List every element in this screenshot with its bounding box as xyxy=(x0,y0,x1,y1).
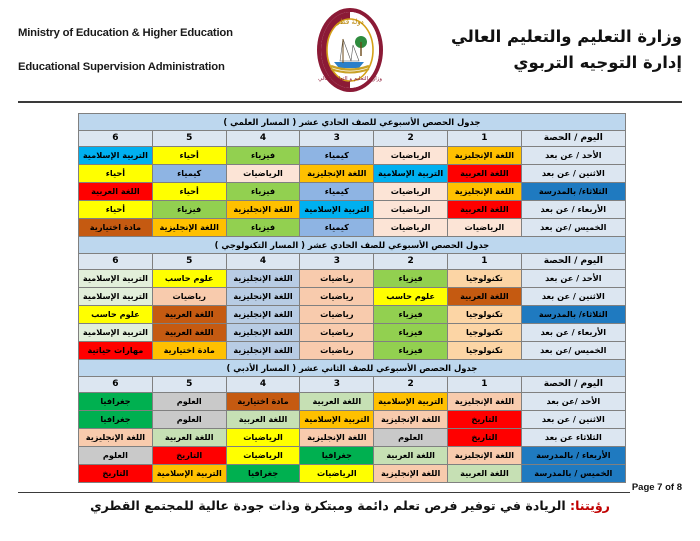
table-row xyxy=(79,219,626,237)
day-cell: الثلاثاء عن بعد xyxy=(521,429,625,447)
subject-cell: رياضيات xyxy=(300,324,374,342)
subject-cell: اللغة العربية xyxy=(448,465,522,483)
table-row xyxy=(79,393,626,411)
table-row xyxy=(79,342,626,360)
day-cell: الاثنين / عن بعد xyxy=(521,288,625,306)
day-cell: الثلاثاء/ بالمدرسة xyxy=(521,306,625,324)
subject-cell: اللغة الإنجليزية xyxy=(300,165,374,183)
subject-cell: اللغة الإنجليزية xyxy=(448,147,522,165)
day-cell: الثلاثاء/ بالمدرسة xyxy=(521,183,625,201)
subject-cell: رياضيات xyxy=(300,306,374,324)
subject-cell: رياضيات xyxy=(152,288,226,306)
subject-cell: التربية الإسلامية xyxy=(152,465,226,483)
column-header-period-3: 3 xyxy=(300,377,374,393)
column-header-period-4: 4 xyxy=(226,377,300,393)
table-row xyxy=(79,201,626,219)
timetable-title-row xyxy=(79,114,626,131)
subject-cell: تكنولوجيا xyxy=(448,270,522,288)
subject-cell: اللغة الإنجليزية xyxy=(448,183,522,201)
column-header-period-3: 3 xyxy=(300,131,374,147)
subject-cell: العلوم xyxy=(374,429,448,447)
header-arabic-line2: إدارة التوجيه التربوي xyxy=(513,53,682,72)
table-row xyxy=(79,429,626,447)
timetable-title: جدول الحصص الأسبوعي للصف الحادي عشر ( المسار العلمي ) xyxy=(79,114,626,131)
column-header-period-5: 5 xyxy=(152,377,226,393)
subject-cell: اللغة العربية xyxy=(374,447,448,465)
subject-cell: أحياء xyxy=(152,183,226,201)
day-cell: الأربعاء / عن بعد xyxy=(521,324,625,342)
subject-cell: اللغة الإنجليزية xyxy=(300,429,374,447)
column-header-period-4: 4 xyxy=(226,254,300,270)
subject-cell: كيمياء xyxy=(300,219,374,237)
column-header-period-1: 1 xyxy=(448,254,522,270)
header-divider xyxy=(18,101,682,103)
timetable-grade11-science xyxy=(78,113,625,237)
page-header xyxy=(0,0,700,100)
vision-label: رؤيتنا: xyxy=(570,498,610,513)
table-row xyxy=(79,324,626,342)
timetable-table xyxy=(78,113,626,237)
day-cell: الخميس /عن بعد xyxy=(521,342,625,360)
table-row xyxy=(79,411,626,429)
column-header-period-2: 2 xyxy=(374,377,448,393)
subject-cell: اللغة العربية xyxy=(226,411,300,429)
column-header-period-2: 2 xyxy=(374,254,448,270)
subject-cell: تكنولوجيا xyxy=(448,306,522,324)
subject-cell: العلوم xyxy=(152,393,226,411)
column-header-period-1: 1 xyxy=(448,131,522,147)
timetable-table xyxy=(78,359,626,483)
subject-cell: اللغة العربية xyxy=(448,165,522,183)
subject-cell: التربية الإسلامية xyxy=(79,147,153,165)
timetable-header-row xyxy=(79,377,626,393)
subject-cell: علوم حاسب xyxy=(152,270,226,288)
header-arabic-block xyxy=(417,24,682,75)
subject-cell: علوم حاسب xyxy=(374,288,448,306)
column-header-period-4: 4 xyxy=(226,131,300,147)
day-cell: الأحد / عن بعد xyxy=(521,147,625,165)
subject-cell: أحياء xyxy=(79,165,153,183)
subject-cell: العلوم xyxy=(79,447,153,465)
subject-cell: التربية الإسلامية xyxy=(79,324,153,342)
column-header-day: اليوم / الحصة xyxy=(521,131,625,147)
subject-cell: أحياء xyxy=(79,201,153,219)
subject-cell: اللغة الإنجليزية xyxy=(226,201,300,219)
table-row xyxy=(79,270,626,288)
column-header-period-6: 6 xyxy=(79,254,153,270)
subject-cell: اللغة العربية xyxy=(152,429,226,447)
table-row xyxy=(79,288,626,306)
subject-cell: فيزياء xyxy=(152,201,226,219)
subject-cell: الرياضيات xyxy=(226,429,300,447)
subject-cell: جغرافيا xyxy=(300,447,374,465)
column-header-period-6: 6 xyxy=(79,131,153,147)
subject-cell: التاريخ xyxy=(79,465,153,483)
subject-cell: اللغة الإنجليزية xyxy=(374,465,448,483)
column-header-period-5: 5 xyxy=(152,131,226,147)
subject-cell: التربية الإسلامية xyxy=(79,270,153,288)
timetable-header-row xyxy=(79,254,626,270)
subject-cell: الرياضيات xyxy=(374,201,448,219)
subject-cell: جغرافيا xyxy=(79,393,153,411)
subject-cell: الرياضيات xyxy=(448,219,522,237)
subject-cell: التربية الإسلامية xyxy=(374,393,448,411)
timetable-title: جدول الحصص الأسبوعي للصف الحادي عشر ( المسار التكنولوجي ) xyxy=(79,237,626,254)
subject-cell: مهارات حياتية xyxy=(79,342,153,360)
subject-cell: التاريخ xyxy=(152,447,226,465)
subject-cell: اللغة الإنجليزية xyxy=(226,324,300,342)
subject-cell: جغرافيا xyxy=(226,465,300,483)
column-header-period-2: 2 xyxy=(374,131,448,147)
subject-cell: رياضيات xyxy=(300,270,374,288)
subject-cell: اللغة الإنجليزية xyxy=(226,306,300,324)
table-row xyxy=(79,147,626,165)
subject-cell: كيمياء xyxy=(300,147,374,165)
subject-cell: فيزياء xyxy=(374,270,448,288)
day-cell: الاثنين / عن بعد xyxy=(521,411,625,429)
vision-text: الريادة في توفير فرص تعلم دائمة ومبتكرة وذات جودة عالية للمجتمع القطري xyxy=(90,498,566,513)
subject-cell: اللغة العربية xyxy=(79,183,153,201)
timetable-title: جدول الحصص الأسبوعي للصف الثاني عشر ( المسار الأدبي ) xyxy=(79,360,626,377)
subject-cell: مادة اختيارية xyxy=(226,393,300,411)
subject-cell: مادة اختيارية xyxy=(152,342,226,360)
subject-cell: فيزياء xyxy=(374,306,448,324)
subject-cell: الرياضيات xyxy=(374,183,448,201)
subject-cell: اللغة الإنجليزية xyxy=(79,429,153,447)
table-row xyxy=(79,183,626,201)
header-english-line1: Ministry of Education & Higher Education xyxy=(18,27,233,39)
column-header-period-5: 5 xyxy=(152,254,226,270)
subject-cell: اللغة الإنجليزية xyxy=(226,288,300,306)
subject-cell: التربية الإسلامية xyxy=(300,411,374,429)
subject-cell: رياضيات xyxy=(300,288,374,306)
subject-cell: الرياضيات xyxy=(226,165,300,183)
subject-cell: الرياضيات xyxy=(374,147,448,165)
table-row xyxy=(79,465,626,483)
subject-cell: فيزياء xyxy=(226,219,300,237)
column-header-day: اليوم / الحصة xyxy=(521,377,625,393)
header-english-block xyxy=(18,27,283,73)
subject-cell: اللغة الإنجليزية xyxy=(448,447,522,465)
subject-cell: علوم حاسب xyxy=(79,306,153,324)
page-number: Page 7 of 8 xyxy=(631,482,682,493)
column-header-day: اليوم / الحصة xyxy=(521,254,625,270)
subject-cell: التاريخ xyxy=(448,411,522,429)
subject-cell: تكنولوجيا xyxy=(448,342,522,360)
subject-cell: اللغة العربية xyxy=(300,393,374,411)
subject-cell: التربية الإسلامية xyxy=(79,288,153,306)
subject-cell: الرياضيات xyxy=(300,465,374,483)
subject-cell: اللغة الإنجليزية xyxy=(226,342,300,360)
svg-text:وزارة التعليم و التعليم العالي: وزارة التعليم و التعليم العالي xyxy=(318,76,382,82)
subject-cell: اللغة الإنجليزية xyxy=(448,393,522,411)
column-header-period-1: 1 xyxy=(448,377,522,393)
table-row xyxy=(79,165,626,183)
day-cell: الأحد /عن بعد xyxy=(521,393,625,411)
column-header-period-6: 6 xyxy=(79,377,153,393)
subject-cell: الرياضيات xyxy=(226,447,300,465)
subject-cell: كيمياء xyxy=(152,165,226,183)
subject-cell: اللغة العربية xyxy=(448,288,522,306)
day-cell: الخميس /عن بعد xyxy=(521,219,625,237)
table-row xyxy=(79,306,626,324)
subject-cell: العلوم xyxy=(152,411,226,429)
subject-cell: الرياضيات xyxy=(374,219,448,237)
footer-divider xyxy=(18,492,682,493)
subject-cell: اللغة الإنجليزية xyxy=(152,219,226,237)
subject-cell: مادة اختيارية xyxy=(79,219,153,237)
timetable-table xyxy=(78,236,626,360)
subject-cell: جغرافيا xyxy=(79,411,153,429)
day-cell: الأحد / عن بعد xyxy=(521,270,625,288)
column-header-period-3: 3 xyxy=(300,254,374,270)
subject-cell: اللغة العربية xyxy=(152,324,226,342)
subject-cell: أحياء xyxy=(152,147,226,165)
svg-text:دولة قطر: دولة قطر xyxy=(336,18,364,26)
timetable-grade11-technology xyxy=(78,236,625,360)
subject-cell: التاريخ xyxy=(448,429,522,447)
timetable-title-row xyxy=(79,360,626,377)
subject-cell: فيزياء xyxy=(374,324,448,342)
subject-cell: فيزياء xyxy=(226,147,300,165)
timetable-header-row xyxy=(79,131,626,147)
header-english-line2: Educational Supervision Administration xyxy=(18,61,225,73)
day-cell: الأربعاء / عن بعد xyxy=(521,201,625,219)
subject-cell: اللغة الإنجليزية xyxy=(374,411,448,429)
vision-statement xyxy=(0,498,700,513)
day-cell: الأربعاء / بالمدرسة xyxy=(521,447,625,465)
subject-cell: تكنولوجيا xyxy=(448,324,522,342)
timetable-grade12-literary xyxy=(78,359,625,483)
subject-cell: اللغة العربية xyxy=(152,306,226,324)
subject-cell: فيزياء xyxy=(374,342,448,360)
subject-cell: فيزياء xyxy=(226,183,300,201)
table-row xyxy=(79,447,626,465)
subject-cell: رياضيات xyxy=(300,342,374,360)
day-cell: الخميس / بالمدرسة xyxy=(521,465,625,483)
subject-cell: التربية الإسلامية xyxy=(300,201,374,219)
subject-cell: اللغة العربية xyxy=(448,201,522,219)
header-arabic-line1: وزارة التعليم والتعليم العالي xyxy=(450,27,682,47)
subject-cell: التربية الإسلامية xyxy=(374,165,448,183)
day-cell: الاثنين / عن بعد xyxy=(521,165,625,183)
subject-cell: كيمياء xyxy=(300,183,374,201)
timetable-title-row xyxy=(79,237,626,254)
qatar-ministry-emblem-icon xyxy=(307,4,393,96)
subject-cell: اللغة الإنجليزية xyxy=(226,270,300,288)
